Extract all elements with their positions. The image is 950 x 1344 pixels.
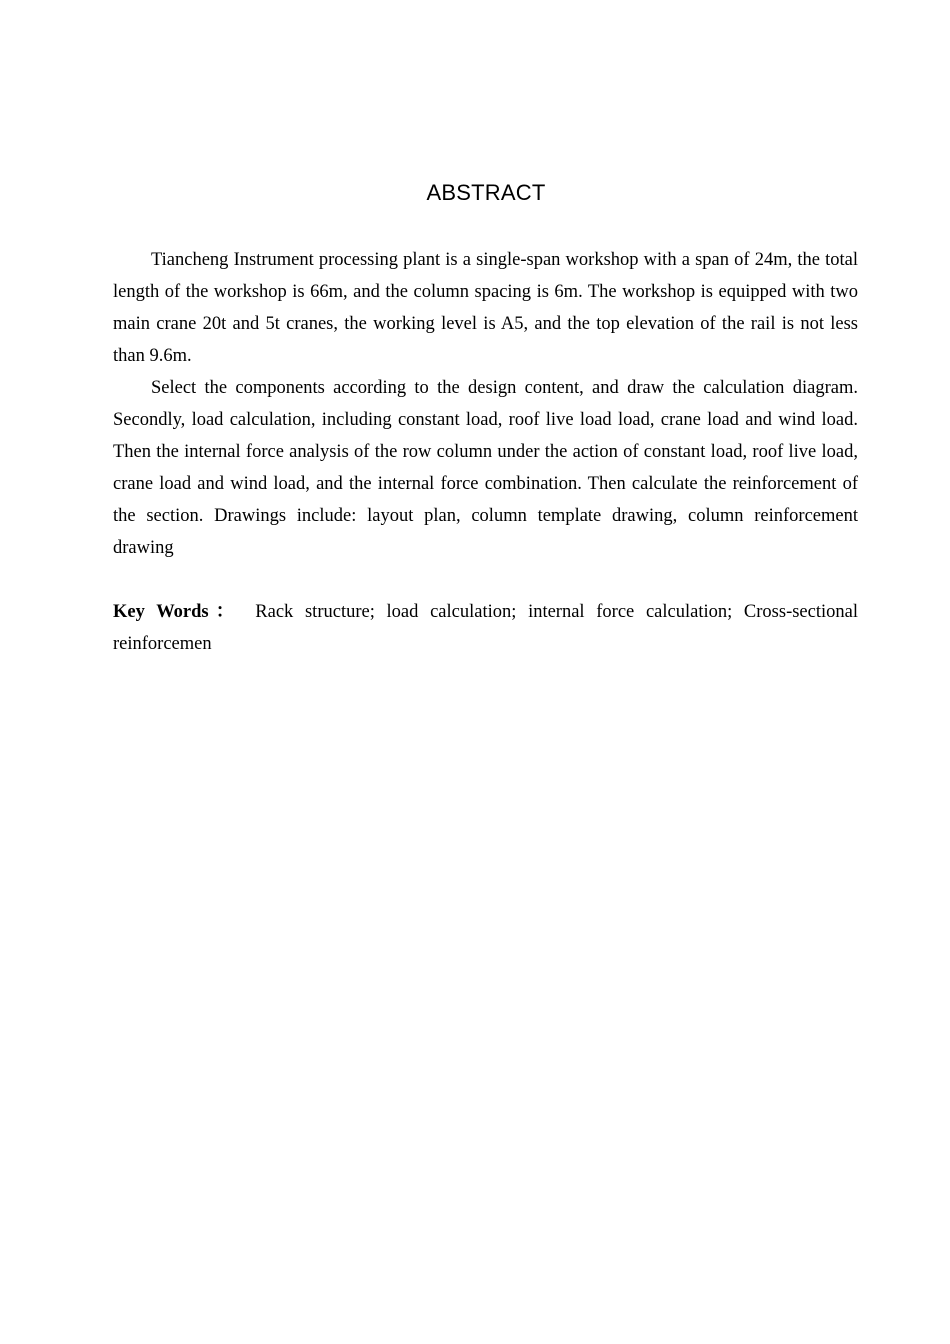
- abstract-body: [113, 244, 858, 564]
- keywords-label: Key Words: [113, 602, 209, 622]
- keywords-text: Rack structure; load calculation; internal force calculation; Cross-sectional reinforcemen: [113, 602, 858, 654]
- abstract-paragraph-2: Select the components according to the design content, and draw the calculation diagram. Secondly, load calculation, including constant load, roof live load load, crane load and wind load. Then the internal force analysis of the row column under the action of constant load, roof live load, crane load and wind load, and the internal force combination. Then calculate the reinforcement of the section. Drawings include: layout plan, column template drawing, column reinforcement drawing: [113, 378, 858, 558]
- abstract-title: ABSTRACT: [426, 180, 546, 205]
- abstract-paragraph-1: Tiancheng Instrument processing plant is a single-span workshop with a span of 24m, the total length of the workshop is 66m, and the column spacing is 6m. The workshop is equipped with two main crane 20t and 5t cranes, the working level is A5, and the top elevation of the rail is not less than 9.6m.: [113, 250, 858, 366]
- keywords-separator: ：: [208, 602, 242, 622]
- keywords-line: [113, 596, 858, 660]
